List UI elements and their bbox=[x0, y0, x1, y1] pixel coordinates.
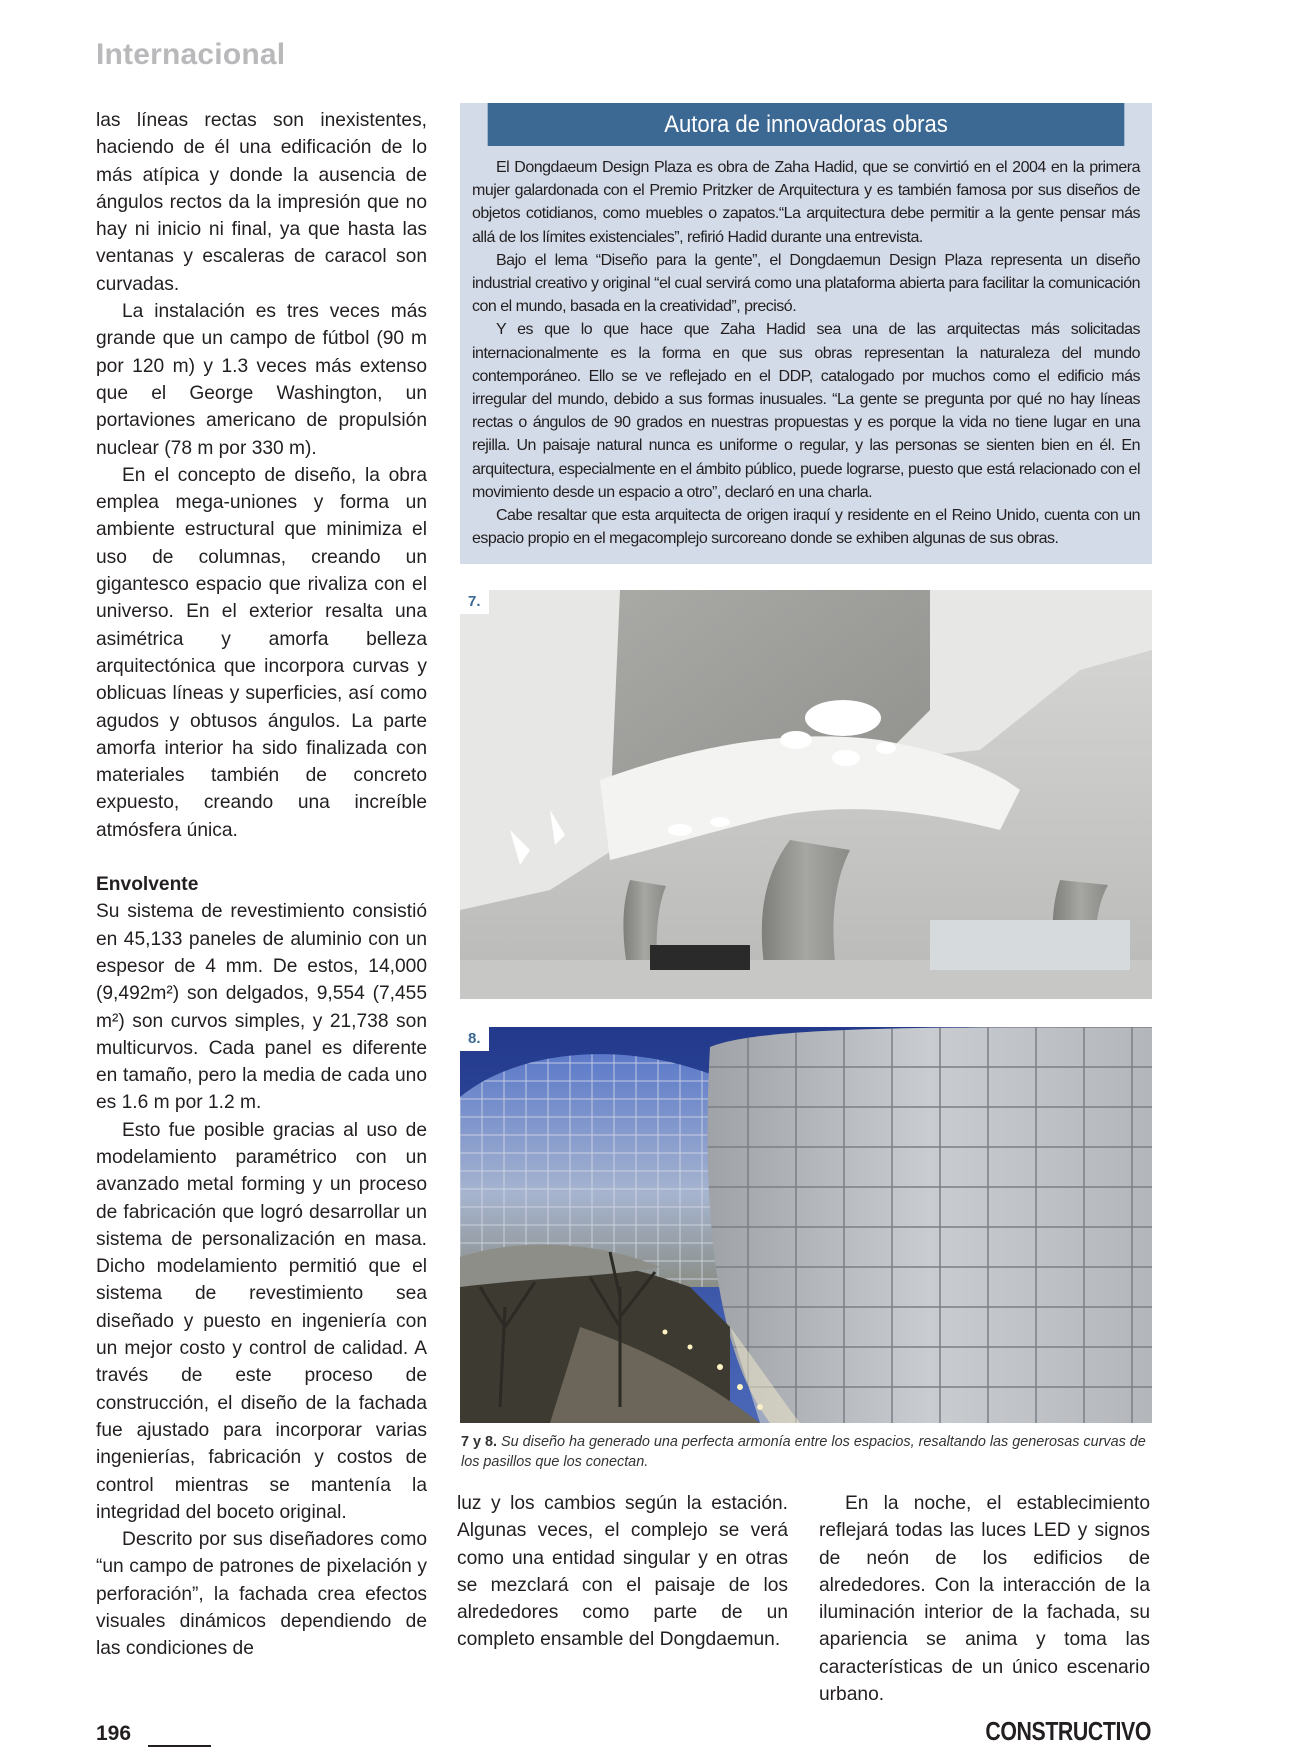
right-paragraph-1: En la noche, el establecimiento reflejará todas las luces LED y signos de neón de los edificios de alrededores. Con la interacción de la iluminación interior de la fachada, su apariencia se anima y toma las características de un único escenario urbano. bbox=[819, 1493, 1150, 1706]
sidebar-paragraph: El Dongdaeum Design Plaza es obra de Zaha Hadid, que se convirtió en el 2004 en la primera mujer galardonada con el Premio Pritzker de Arquitectura y es también famosa por sus diseños de objetos cotidianos, como muebles o zapatos.“La arquitectura debe permitir a la gente pensar más allá de los límites existenciales”, refirió Hadid durante una entrevista. bbox=[472, 159, 1140, 246]
photo-number-8: 8. bbox=[460, 1027, 489, 1051]
photo-caption bbox=[461, 1432, 1153, 1472]
photo-exterior-image bbox=[460, 1027, 1152, 1423]
sidebar-title: Autora de innovadoras obras bbox=[488, 103, 1125, 146]
photo-interior bbox=[460, 590, 1152, 999]
sidebar-paragraph: Bajo el lema “Diseño para la gente”, el Dongdaemun Design Plaza representa un diseño industrial creativo y original “el cual servirá como una plataforma abierta para facilitar la comunicación con el mundo, basada en la creatividad”, precisó. bbox=[472, 251, 1140, 316]
sidebar-body bbox=[460, 146, 1152, 550]
subhead-envolvente: Envolvente bbox=[96, 874, 199, 896]
left-paragraph-6: Descrito por sus diseñadores como “un campo de patrones de pixelación y perforación”, la fachada crea efectos visuales dinámicos dependiendo de las condiciones de bbox=[96, 1529, 427, 1660]
left-paragraph-5: Esto fue posible gracias al uso de modelamiento paramétrico con un avanzado metal forming y un proceso de fabricación que logró desarrollar un sistema de personalización en masa. Dicho modelamiento permitió que el sistema de revestimiento sea diseñado y puesto en ingeniería con un mejor costo y control de calidad. A través de este proceso de construcción, el diseño de la fachada fue ajustado para incorporar varias ingenierías, fabricación y costos de control mientras se mantenía la integridad del boceto original. bbox=[96, 1119, 427, 1523]
right-column bbox=[819, 1490, 1150, 1708]
footer-rule bbox=[148, 1745, 211, 1747]
middle-paragraph-1: luz y los cambios según la estación. Algunas veces, el complejo se verá como una entidad singular y en otras se mezclará con el paisaje de los alrededores como parte de un completo ensamble del Dongdaemun. bbox=[457, 1493, 788, 1651]
sidebar-paragraph: Cabe resaltar que esta arquitecta de origen iraquí y residente en el Reino Unido, cuenta con un espacio propio en el megacomplejo surcoreano donde se exhiben algunas de sus obras. bbox=[472, 507, 1140, 548]
left-paragraph-2: La instalación es tres veces más grande que un campo de fútbol (90 m por 120 m) y 1.3 veces más extenso que el George Washington, un portaviones americano de propulsión nuclear (78 m por 330 m). bbox=[96, 301, 427, 459]
sidebar-paragraph: Y es que lo que hace que Zaha Hadid sea una de las arquitectas más solicitadas internacionalmente es la forma en que sus obras representan la naturaleza del mundo contemporáneo. Ello se ve reflejado en el DDP, catalogado por muchos como el edificio más irregular del mundo, debido a sus formas inusuales. “La gente se pregunta por qué no hay líneas rectas o ángulos de 90 grados en nuestras propuestas y es porque la vida no tiene lugar en una rejilla. Un paisaje natural nunca es uniforme o regular, y las personas se sienten bien en él. En arquitectura, especialmente en el ámbito público, puede lograrse, puesto que está relacionado con el movimiento desde un espacio a otro”, declaró en una charla. bbox=[472, 321, 1140, 501]
page-number: 196 bbox=[96, 1722, 132, 1745]
caption-text: Su diseño ha generado una perfecta armonía entre los espacios, resaltando las generosas curvas de los pasillos que los conectan. bbox=[461, 1434, 1146, 1470]
photo-interior-image bbox=[460, 590, 1152, 999]
photo-number-7: 7. bbox=[460, 590, 489, 614]
left-column bbox=[96, 107, 427, 1663]
sidebar-box bbox=[460, 103, 1152, 564]
left-paragraph-3: En el concepto de diseño, la obra emplea mega-uniones y forma un ambiente estructural que minimiza el uso de columnas, creando un gigantesco espacio que rivaliza con el universo. En el exterior resalta una asimétrica y amorfa belleza arquitectónica que incorpora curvas y oblicuas líneas y superficies, así como agudos y obtusos ángulos. La parte amorfa interior ha sido finalizada con materiales también de concreto expuesto, creando una increíble atmósfera única. bbox=[96, 464, 427, 841]
section-label: Internacional bbox=[96, 38, 286, 71]
photo-exterior-night bbox=[460, 1027, 1152, 1423]
left-paragraph-1: las líneas rectas son inexistentes, haciendo de él una edificación de lo más atípica y donde la ausencia de ángulos rectos da la impresión que no hay ni inicio ni final, ya que hasta las ventanas y escaleras de caracol son curvadas. bbox=[96, 110, 427, 295]
magazine-brand: CONSTRUCTIVO bbox=[985, 1716, 1151, 1746]
middle-column bbox=[457, 1490, 788, 1654]
caption-label: 7 y 8. bbox=[461, 1434, 498, 1450]
left-paragraph-4: Su sistema de revestimiento consistió en 45,133 paneles de aluminio con un espesor de 4 mm. De estos, 14,000 (9,492m²) son delgados, 9,554 (7,455 m²) son curvos simples, y 21,738 son multicurvos. Cada panel es diferente en tamaño, pero la media de cada uno es 1.6 m por 1.2 m. bbox=[96, 901, 427, 1114]
